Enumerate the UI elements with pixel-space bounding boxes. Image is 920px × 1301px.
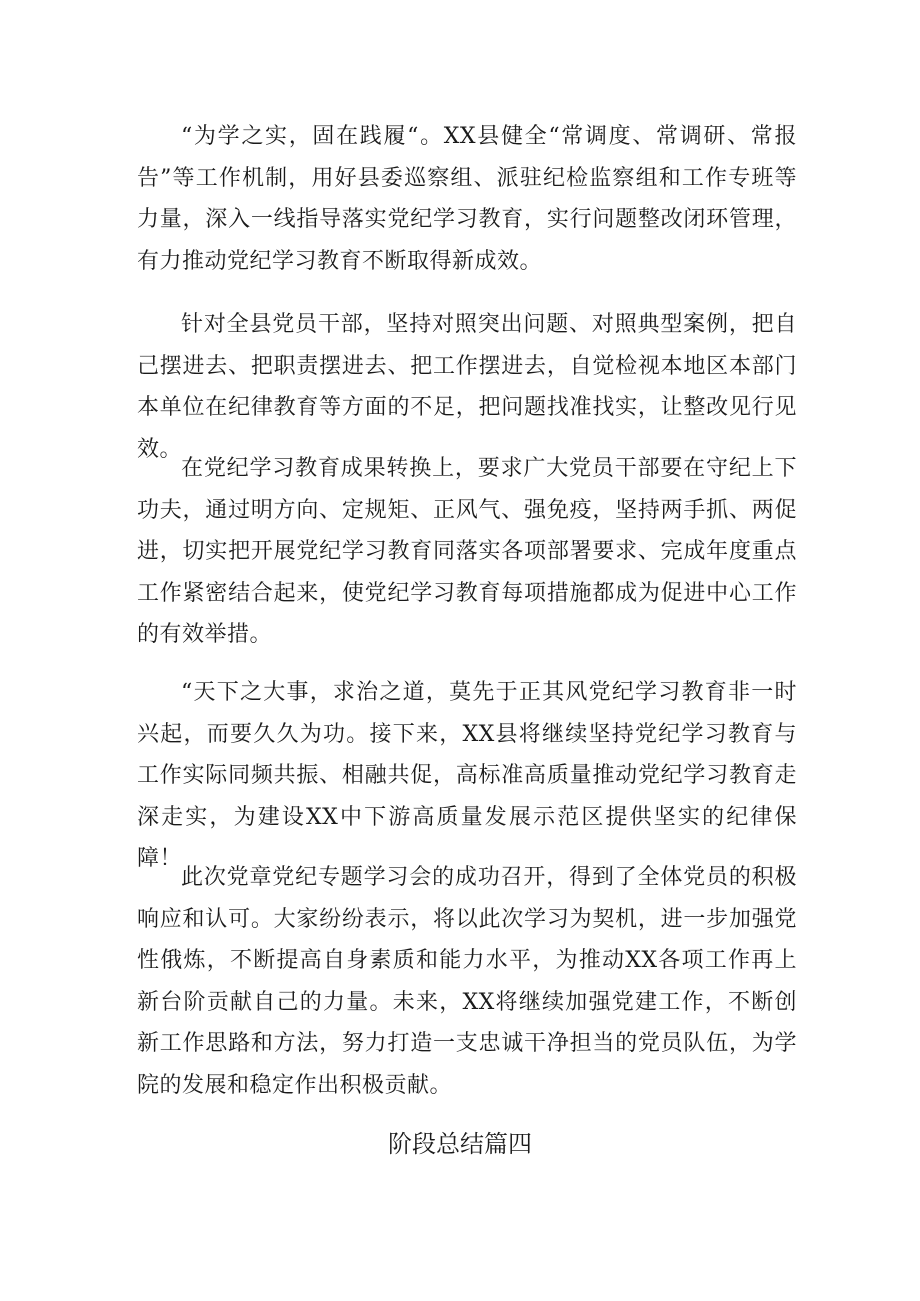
paragraph-3: 在党纪学习教育成果转换上，要求广大党员干部要在守纪上下功夫，通过明方向、定规矩、正风气、强免疫，坚持两手抓、两促进，切实把开展党纪学习教育同落实各项部署要求、完成年度重点工作紧密结合起来，使党纪学习教育每项措施都成为促进中心工作的有效举措。: [137, 456, 797, 647]
paragraph-4: “天下之大事，求治之道，莫先于正其风党纪学习教育非一时兴起，而要久久为功。接下来，XX县将继续坚持党纪学习教育与工作实际同频共振、相融共促，高标准高质量推动党纪学习教育走深走实，为建设XX中下游高质量发展示范区提供坚实的纪律保障！: [137, 680, 797, 871]
paragraph-1: “为学之实，固在践履“。XX县健全“常调度、常调研、常报告”等工作机制，用好县委巡察组、派驻纪检监察组和工作专班等力量，深入一线指导落实党纪学习教育，实行问题整改闭环管理，有力推动党纪学习教育不断取得新成效。: [137, 124, 797, 274]
paragraph-2: 针对全县党员干部，坚持对照突出问题、对照典型案例，把自己摆进去、把职责摆进去、把工作摆进去，自觉检视本地区本部门本单位在纪律教育等方面的不足，把问题找准找实，让整改见行见效。: [137, 312, 797, 462]
section-heading: 阶段总结篇四: [388, 1130, 532, 1158]
paragraph-5: 此次党章党纪专题学习会的成功召开，得到了全体党员的积极响应和认可。大家纷纷表示，将以此次学习为契机，进一步加强党性俄炼，不断提高自身素质和能力水平，为推动XX各项工作再上新台阶贡献自己的力量。未来，XX将继续加强党建工作，不断创新工作思路和方法，努力打造一支忠诚干净担当的党员队伍，为学院的发展和稳定作出积极贡献。: [137, 865, 797, 1098]
